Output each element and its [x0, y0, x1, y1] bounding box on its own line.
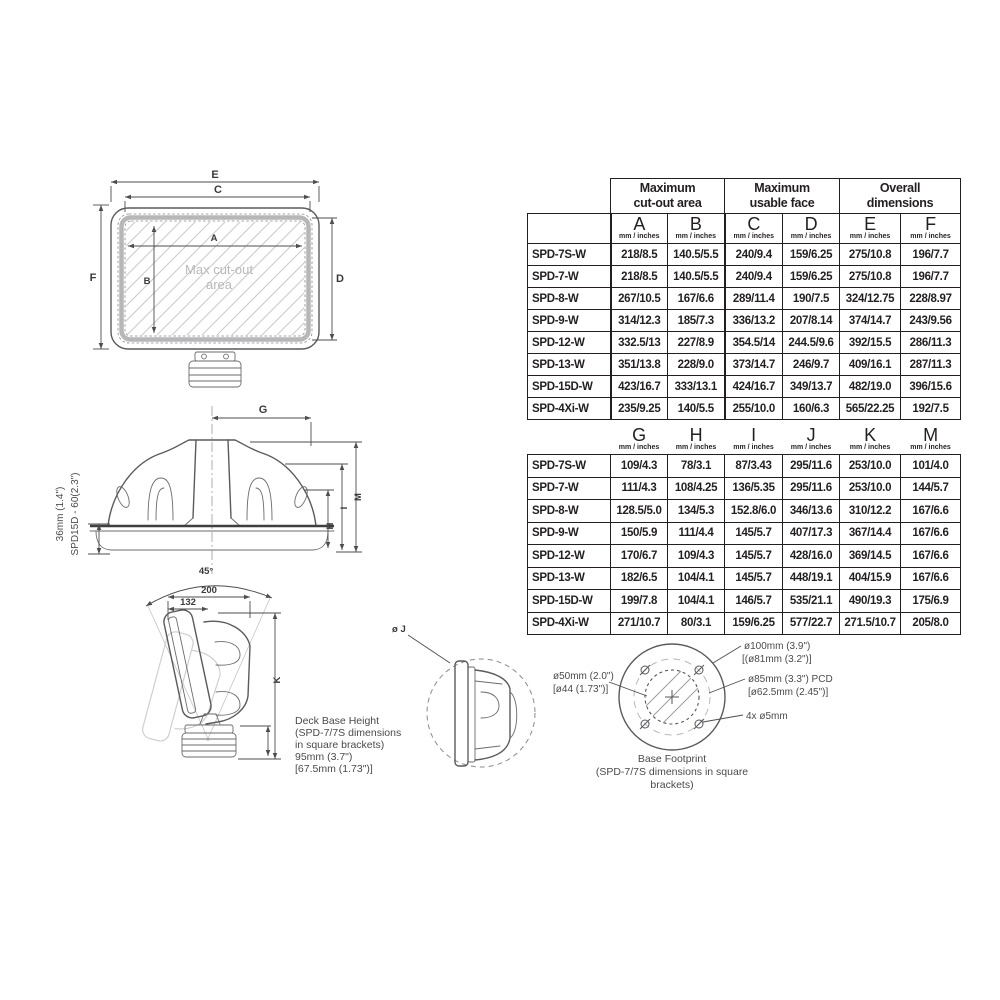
- dim-label-k: K: [272, 676, 283, 684]
- model-label: SPD-7-W: [528, 266, 611, 288]
- group-header-overall: Overall dimensions: [840, 179, 961, 214]
- dimension-value: 218/8.5: [611, 244, 668, 266]
- dimension-value: 196/7.7: [901, 244, 961, 266]
- front-view-drawing: [88, 168, 360, 400]
- dimension-value: 333/13.1: [668, 376, 725, 398]
- side-profile: [455, 661, 517, 766]
- column-header-row: [528, 424, 961, 455]
- table-row: [528, 545, 961, 568]
- dim-label-d: D: [336, 273, 344, 285]
- svg-text:[(ø81mm (3.2")]: [(ø81mm (3.2")]: [742, 654, 812, 665]
- model-label: SPD-15D-W: [528, 376, 611, 398]
- dimension-value: 199/7.8: [611, 590, 668, 613]
- dim-label-45deg: 45°: [198, 566, 214, 577]
- dimension-value: 243/9.56: [901, 310, 961, 332]
- dimension-value: 167/6.6: [901, 545, 961, 568]
- table-row: [528, 376, 961, 398]
- dim-label-e: E: [211, 169, 219, 181]
- cutout-dimensions-table: [527, 178, 961, 420]
- flange-height-note: 36mm (1.4"): [55, 486, 66, 542]
- dim-label-b: B: [143, 276, 151, 287]
- dimension-value: 144/5.7: [901, 477, 961, 500]
- dimension-value: 314/12.3: [611, 310, 668, 332]
- dimension-value: 205/8.0: [901, 612, 961, 635]
- table-row: [528, 398, 961, 420]
- max-cutout-label: area: [205, 277, 233, 292]
- dimension-value: 207/8.14: [783, 310, 840, 332]
- dimension-value: 275/10.8: [840, 266, 901, 288]
- dimension-value: 349/13.7: [783, 376, 840, 398]
- model-label: SPD-7S-W: [528, 455, 611, 478]
- table-row: [528, 266, 961, 288]
- dimension-value: 167/6.6: [668, 288, 725, 310]
- dim-label-i: I: [339, 506, 350, 510]
- dimension-value: 235/9.25: [611, 398, 668, 420]
- dimension-value: 111/4.3: [611, 477, 668, 500]
- column-header-k: K mm / inches: [849, 425, 891, 451]
- dimension-value: 170/6.7: [611, 545, 668, 568]
- dimension-value: 392/15.5: [840, 332, 901, 354]
- dimension-value: 286/11.3: [901, 332, 961, 354]
- dimension-value: 228/8.97: [901, 288, 961, 310]
- dimension-value: 267/10.5: [611, 288, 668, 310]
- model-label: SPD-9-W: [528, 310, 611, 332]
- dimension-value: 108/4.25: [668, 477, 725, 500]
- svg-text:(SPD-7/7S dimensions in square: (SPD-7/7S dimensions in square: [595, 766, 749, 778]
- svg-text:[67.5mm (1.73")]: [67.5mm (1.73")]: [295, 763, 373, 775]
- table-row: [528, 522, 961, 545]
- dimension-value: 190/7.5: [783, 288, 840, 310]
- svg-text:(SPD-7/7S dimensions: (SPD-7/7S dimensions: [295, 727, 402, 739]
- svg-text:95mm (3.7"): 95mm (3.7"): [295, 751, 353, 763]
- table-row: [528, 455, 961, 478]
- dimension-value: 175/6.9: [901, 590, 961, 613]
- dimension-value: 240/9.4: [725, 244, 783, 266]
- dimension-value: 167/6.6: [901, 522, 961, 545]
- dim-label-200: 200: [201, 585, 217, 596]
- column-header-c: C mm / inches: [725, 214, 783, 244]
- dimension-value: 218/8.5: [611, 266, 668, 288]
- dimension-value: 490/19.3: [840, 590, 901, 613]
- group-header-usable-face: Maximum usable face: [725, 179, 840, 214]
- dimension-value: 111/4.4: [668, 522, 725, 545]
- column-header-j: J mm / inches: [790, 425, 832, 451]
- tilt-view-drawing: [118, 558, 418, 803]
- dimension-value: 185/7.3: [668, 310, 725, 332]
- model-label: SPD-9-W: [528, 522, 611, 545]
- dimension-value: 109/4.3: [668, 545, 725, 568]
- dimension-value: 196/7.7: [901, 266, 961, 288]
- dimension-value: 351/13.8: [611, 354, 668, 376]
- dimension-value: 227/8.9: [668, 332, 725, 354]
- svg-text:brackets): brackets): [650, 779, 694, 791]
- table-row: [528, 477, 961, 500]
- dimension-value: 152.8/6.0: [725, 500, 783, 523]
- model-label: SPD-13-W: [528, 354, 611, 376]
- base-footprint-drawing: [545, 618, 880, 803]
- dimension-value: 332.5/13: [611, 332, 668, 354]
- dimension-value: 101/4.0: [901, 455, 961, 478]
- dimension-value: 271.5/10.7: [840, 612, 901, 635]
- dimension-value: 87/3.43: [725, 455, 783, 478]
- column-header-h: H mm / inches: [675, 425, 717, 451]
- model-label: SPD-12-W: [528, 332, 611, 354]
- dim-label-h: H: [325, 522, 336, 530]
- dimension-value: 159/6.25: [725, 612, 783, 635]
- dimension-value: 160/6.3: [783, 398, 840, 420]
- svg-text:Base Footprint: Base Footprint: [637, 753, 707, 765]
- dimension-value: 373/14.7: [725, 354, 783, 376]
- dimension-value: 407/17.3: [783, 522, 840, 545]
- column-header-b: B mm / inches: [668, 214, 725, 244]
- dimension-value: 80/3.1: [668, 612, 725, 635]
- column-header-row: [528, 214, 961, 244]
- dimension-value: 140/5.5: [668, 398, 725, 420]
- dimension-value: 253/10.0: [840, 477, 901, 500]
- corner-cell: [528, 214, 611, 244]
- model-label: SPD-4Xi-W: [528, 398, 611, 420]
- mount-base-front: [189, 352, 241, 387]
- dimension-value: 482/19.0: [840, 376, 901, 398]
- dim-label-a: A: [210, 233, 218, 244]
- group-header-cutout: Maximum cut-out area: [611, 179, 725, 214]
- dimension-value: 287/11.3: [901, 354, 961, 376]
- dimension-value: 244.5/9.6: [783, 332, 840, 354]
- pivot-diameter-drawing: [378, 608, 563, 793]
- table-row: [528, 590, 961, 613]
- table-row: [528, 500, 961, 523]
- dimension-value: 136/5.35: [725, 477, 783, 500]
- dimension-value: 78/3.1: [668, 455, 725, 478]
- dimension-value: 109/4.3: [611, 455, 668, 478]
- model-label: SPD-8-W: [528, 288, 611, 310]
- dim-label-m: M: [353, 493, 364, 501]
- dimension-value: 134/5.3: [668, 500, 725, 523]
- dimension-value: 150/5.9: [611, 522, 668, 545]
- dim-label-132: 132: [180, 597, 196, 608]
- max-cutout-label: Max cut-out: [185, 262, 253, 277]
- dim-label-f: F: [89, 272, 97, 284]
- table-row: [528, 244, 961, 266]
- dimension-value: 182/6.5: [611, 567, 668, 590]
- dimension-value: 146/5.7: [725, 590, 783, 613]
- footprint-caption: [596, 753, 748, 791]
- table-row: [528, 288, 961, 310]
- column-header-d: D mm / inches: [783, 214, 840, 244]
- dimension-value: 535/21.1: [783, 590, 840, 613]
- dimension-value: 423/16.7: [611, 376, 668, 398]
- dimension-value: 367/14.4: [840, 522, 901, 545]
- table-row: [528, 310, 961, 332]
- svg-text:4x ø5mm: 4x ø5mm: [746, 711, 788, 722]
- dimension-value: 145/5.7: [725, 567, 783, 590]
- dimension-value: 577/22.7: [783, 612, 840, 635]
- dimension-value: 424/16.7: [725, 376, 783, 398]
- model-label: SPD-4Xi-W: [528, 612, 611, 635]
- dimension-value: 565/22.25: [840, 398, 901, 420]
- dimension-value: 428/16.0: [783, 545, 840, 568]
- dim-label-c: C: [214, 184, 222, 196]
- table-row: [528, 354, 961, 376]
- column-header-e: E mm / inches: [840, 214, 901, 244]
- svg-text:ø100mm (3.9"): ø100mm (3.9"): [744, 641, 811, 652]
- dimension-value: 409/16.1: [840, 354, 901, 376]
- model-label: SPD-7-W: [528, 477, 611, 500]
- dimension-value: 104/4.1: [668, 567, 725, 590]
- svg-text:Deck Base Height: Deck Base Height: [295, 715, 380, 727]
- dimension-value: 396/15.6: [901, 376, 961, 398]
- dimension-value: 271/10.7: [611, 612, 668, 635]
- table-row: [528, 332, 961, 354]
- dim-label-oj: ø J: [392, 624, 406, 635]
- model-label: SPD-15D-W: [528, 590, 611, 613]
- model-label: SPD-7S-W: [528, 244, 611, 266]
- corner-cell: [528, 424, 611, 455]
- dimension-value: 448/19.1: [783, 567, 840, 590]
- column-header-i: I mm / inches: [733, 425, 774, 451]
- dimension-value: 192/7.5: [901, 398, 961, 420]
- dimension-value: 275/10.8: [840, 244, 901, 266]
- column-header-a: A mm / inches: [611, 214, 668, 244]
- rear-view-drawing: [50, 398, 370, 580]
- dimension-value: 228/9.0: [668, 354, 725, 376]
- flange-height-note-spd15d: SPD15D - 60(2.3"): [70, 472, 81, 556]
- model-label: SPD-12-W: [528, 545, 611, 568]
- dimension-value: 253/10.0: [840, 455, 901, 478]
- dimension-value: 295/11.6: [783, 455, 840, 478]
- dimension-value: 145/5.7: [725, 522, 783, 545]
- dimension-value: 104/4.1: [668, 590, 725, 613]
- mounting-dimensions-table: [527, 424, 961, 635]
- dimension-value: 159/6.25: [783, 266, 840, 288]
- dimension-value: 336/13.2: [725, 310, 783, 332]
- footprint-callouts: [553, 641, 833, 722]
- dimension-value: 140.5/5.5: [668, 244, 725, 266]
- dimension-value: 374/14.7: [840, 310, 901, 332]
- dimension-value: 145/5.7: [725, 545, 783, 568]
- model-label: SPD-8-W: [528, 500, 611, 523]
- model-label: SPD-13-W: [528, 567, 611, 590]
- dimension-value: 404/15.9: [840, 567, 901, 590]
- dimension-value: 240/9.4: [725, 266, 783, 288]
- dimension-value: 324/12.75: [840, 288, 901, 310]
- dimension-value: 354.5/14: [725, 332, 783, 354]
- svg-text:[ø44 (1.73")]: [ø44 (1.73")]: [553, 684, 609, 695]
- group-header-row: [528, 179, 961, 214]
- dimension-value: 255/10.0: [725, 398, 783, 420]
- svg-text:ø85mm (3.3") PCD: ø85mm (3.3") PCD: [748, 674, 833, 685]
- dimension-value: 167/6.6: [901, 567, 961, 590]
- dimension-value: 167/6.6: [901, 500, 961, 523]
- svg-text:in square brackets): in square brackets): [295, 739, 385, 751]
- dimension-value: 128.5/5.0: [611, 500, 668, 523]
- dimension-value: 369/14.5: [840, 545, 901, 568]
- dimension-value: 310/12.2: [840, 500, 901, 523]
- svg-text:ø50mm (2.0"): ø50mm (2.0"): [553, 671, 614, 682]
- svg-text:[ø62.5mm (2.45")]: [ø62.5mm (2.45")]: [748, 687, 829, 698]
- column-header-m: M mm / inches: [910, 425, 951, 451]
- dimension-value: 289/11.4: [725, 288, 783, 310]
- dimension-value: 140.5/5.5: [668, 266, 725, 288]
- dimension-value: 246/9.7: [783, 354, 840, 376]
- table-row: [528, 567, 961, 590]
- dim-label-g: G: [258, 404, 268, 416]
- dimension-value: 295/11.6: [783, 477, 840, 500]
- dimension-value: 159/6.25: [783, 244, 840, 266]
- column-header-f: F mm / inches: [901, 214, 961, 244]
- column-header-g: G mm / inches: [618, 425, 660, 451]
- dimension-value: 346/13.6: [783, 500, 840, 523]
- table-row: [528, 612, 961, 635]
